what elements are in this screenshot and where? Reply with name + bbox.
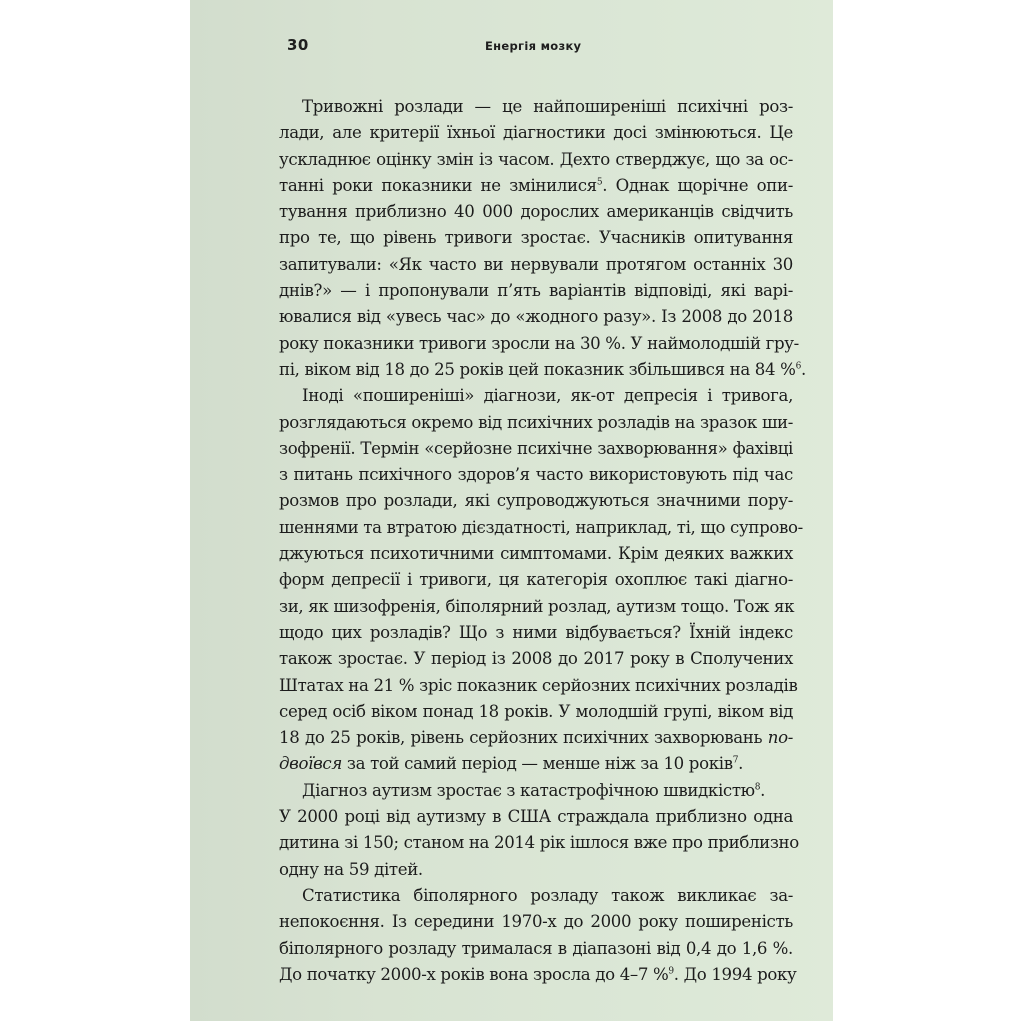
text-fragment: пі, віком від 18 до 25 років цей показник збільшився на 84 % xyxy=(279,359,796,379)
text-line: серед осіб віком понад 18 років. У молодшій групі, віком від xyxy=(279,701,793,721)
text-fragment: 18 до 25 років, рівень серйозних психічних захворювань xyxy=(279,728,768,748)
text-line: форм депресії і тривоги, ця категорія охоплює такі діагно- xyxy=(279,570,793,590)
text-fragment: Діагноз аутизм зростає з катастрофічною швидкістю xyxy=(302,780,755,800)
text-fragment: . Однак щорічне опи- xyxy=(602,175,793,195)
text-line xyxy=(279,357,806,383)
text-line: щодо цих розладів? Що з ними відбувається? Їхній індекс xyxy=(279,622,793,642)
text-line: ускладнює оцінку змін із часом. Дехто стверджує, що за ос- xyxy=(279,149,793,169)
text-line: днів?» — і пропонували п’ять варіантів відповіді, які варі- xyxy=(279,281,793,301)
footnote-ref[interactable]: 6 xyxy=(795,361,801,372)
text-line: розмов про розлади, які супроводжуються значними пору- xyxy=(279,491,793,511)
book-page xyxy=(190,0,833,1021)
text-line: непокоєння. Із середини 1970-х до 2000 року поширеність xyxy=(279,912,793,932)
text-fragment: . xyxy=(800,359,806,379)
text-line: джуються психотичними симптомами. Крім деяких важких xyxy=(279,544,793,564)
text-line: одну на 59 дітей. xyxy=(279,859,423,879)
text-line xyxy=(279,962,797,988)
paragraph-autism xyxy=(279,778,799,883)
paragraph-serious-illness xyxy=(279,383,803,777)
running-title: Енергія мозку xyxy=(485,39,582,53)
text-fragment: . xyxy=(760,780,766,800)
text-fragment: танні роки показники не змінилися xyxy=(279,175,597,195)
text-line: також зростає. У період із 2008 до 2017 року в Сполучених xyxy=(279,649,793,669)
footnote-ref[interactable]: 8 xyxy=(754,782,761,793)
text-line: тування приблизно 40 000 дорослих американців свідчить xyxy=(279,202,793,222)
body-text xyxy=(279,94,806,988)
text-line: Тривожні розлади — це найпоширеніші психічні роз- xyxy=(302,97,793,116)
running-head xyxy=(190,36,833,56)
text-fragment: . xyxy=(738,754,744,774)
text-line: Статистика біполярного розладу також викликає за- xyxy=(302,885,793,905)
text-line: року показники тривоги зросли на 30 %. У наймолодшій гру- xyxy=(279,333,799,353)
text-line xyxy=(279,751,793,777)
text-line: ювалися від «увесь час» до «жодного разу». Із 2008 до 2018 xyxy=(279,307,793,327)
footnote-ref[interactable]: 9 xyxy=(668,966,674,977)
paragraph-anxiety xyxy=(279,94,806,383)
text-line: Штатах на 21 % зріс показник серйозних психічних розладів xyxy=(279,675,798,695)
text-fragment: за той самий період — менше ніж за 10 років xyxy=(346,754,733,774)
text-line xyxy=(279,173,793,199)
text-line: зи, як шизофренія, біполярний розлад, аутизм тощо. Тож як xyxy=(279,596,795,616)
paragraph-bipolar xyxy=(279,883,797,988)
text-line: шеннями та втратою дієздатності, наприклад, ті, що супрово- xyxy=(279,517,803,537)
footnote-ref[interactable]: 5 xyxy=(596,177,603,188)
text-line: лади, але критерії їхньої діагностики досі змінюються. Це xyxy=(279,123,793,143)
text-fragment: . До 1994 року xyxy=(673,964,797,984)
text-line: про те, що рівень тривоги зростає. Учасників опитування xyxy=(279,228,793,248)
text-line: розглядаються окремо від психічних розладів на зразок ши- xyxy=(279,412,793,432)
text-fragment: До початку 2000-х років вона зросла до 4–7 % xyxy=(279,964,669,984)
page-number: 30 xyxy=(287,36,309,54)
text-line: У 2000 році від аутизму в США страждала приблизно одна xyxy=(279,807,793,827)
text-line: з питань психічного здоров’я часто використовують під час xyxy=(279,465,793,485)
text-line: запитували: «Як часто ви нервували протягом останніх 30 xyxy=(279,254,793,274)
italic-emphasis: двоївся xyxy=(279,754,342,774)
text-line xyxy=(279,725,793,751)
italic-emphasis: по- xyxy=(767,728,793,748)
footnote-ref[interactable]: 7 xyxy=(732,755,739,766)
text-line: дитина зі 150; станом на 2014 рік ішлося вже про приблизно xyxy=(279,833,799,853)
text-line: зофренії. Термін «серйозне психічне захворювання» фахівці xyxy=(279,438,793,458)
text-line: Іноді «поширеніші» діагнози, як-от депресія і тривога, xyxy=(302,386,793,406)
text-line: біполярного розладу трималася в діапазоні від 0,4 до 1,6 %. xyxy=(279,938,793,958)
text-line xyxy=(279,778,793,804)
